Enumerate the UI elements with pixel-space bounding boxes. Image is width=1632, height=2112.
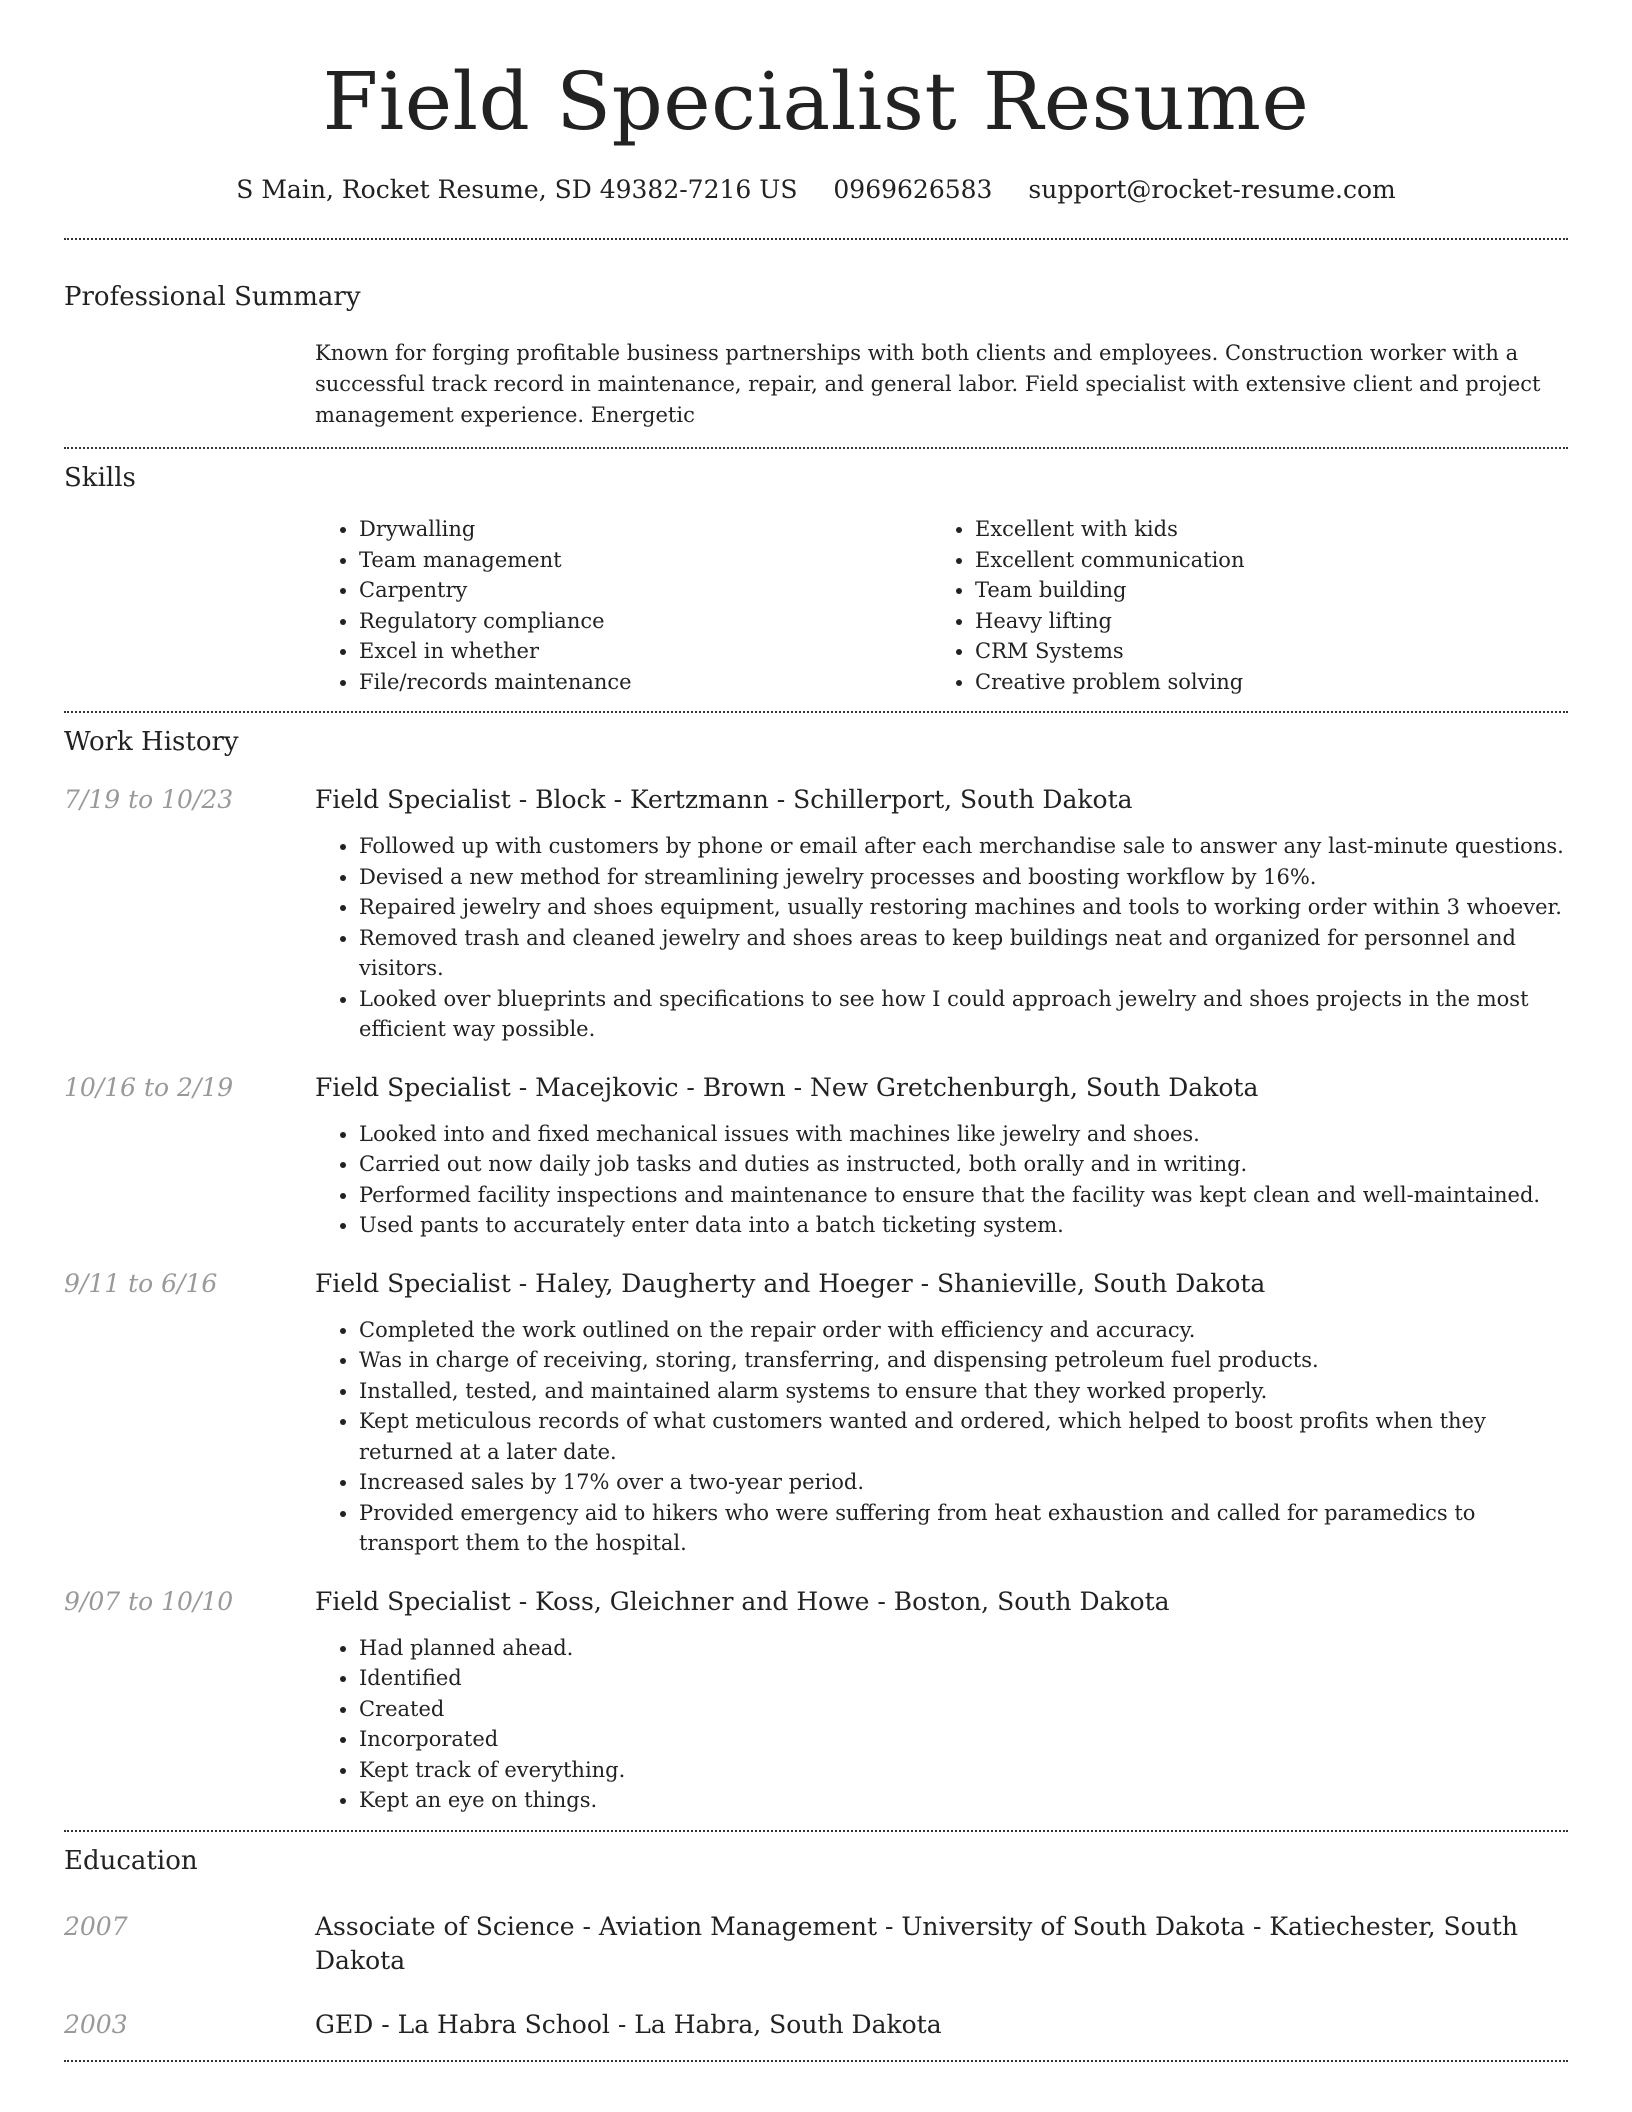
job-bullets — [315, 1633, 1568, 1816]
job-bullet: • Removed trash and cleaned jewelry and shoes areas to keep buildings neat and organized for personnel and visitors. — [359, 923, 1568, 984]
job-details — [315, 783, 1568, 1045]
job-entry — [64, 1585, 1568, 1816]
skills-list-left — [315, 514, 931, 697]
job-bullet: • Followed up with customers by phone or email after each merchandise sale to answer any last-minute questions. — [359, 831, 1568, 862]
job-entry — [64, 1267, 1568, 1559]
education-heading: Education — [64, 1845, 198, 1876]
job-dates: 9/11 to 6/16 — [64, 1268, 218, 1298]
skill-item: • Excellent communication — [975, 545, 1547, 576]
job-dates: 9/07 to 10/10 — [64, 1586, 234, 1616]
job-bullet: • Kept track of everything. — [359, 1755, 1568, 1786]
job-details — [315, 1585, 1568, 1816]
job-bullet: • Installed, tested, and maintained alarm systems to ensure that they worked properly. — [359, 1376, 1568, 1407]
work-history-heading: Work History — [64, 727, 239, 757]
job-bullet: • Identified — [359, 1663, 1568, 1694]
job-bullet: • Was in charge of receiving, storing, transferring, and dispensing petroleum fuel products. — [359, 1345, 1568, 1376]
skills-list-right — [931, 514, 1547, 697]
contact-phone: 0969626583 — [833, 175, 993, 204]
job-bullet: • Kept an eye on things. — [359, 1785, 1568, 1816]
job-bullet: • Performed facility inspections and maintenance to ensure that the facility was kept clean and well-maintained. — [359, 1180, 1568, 1211]
skill-item: • Drywalling — [359, 514, 931, 545]
job-details — [315, 1267, 1568, 1559]
job-bullets — [315, 1119, 1568, 1241]
job-dates: 10/16 to 2/19 — [64, 1072, 234, 1102]
job-dates: 7/19 to 10/23 — [64, 785, 234, 814]
skills-section — [64, 449, 1568, 711]
job-title: Field Specialist - Block - Kertzmann - Schillerport, South Dakota — [315, 785, 1133, 814]
job-bullet: • Kept meticulous records of what customers wanted and ordered, which helped to boost profits when they returned at a later date. — [359, 1406, 1568, 1467]
skill-item: • Team building — [975, 575, 1547, 606]
job-bullets — [315, 1315, 1568, 1559]
page-title: Field Specialist Resume — [322, 55, 1310, 148]
skill-item: • CRM Systems — [975, 636, 1547, 667]
skill-item: • Regulatory compliance — [359, 606, 931, 637]
education-year: 2003 — [64, 2009, 128, 2039]
work-history-section — [64, 713, 1568, 1830]
education-entry — [64, 2008, 1568, 2042]
skill-item: • File/records maintenance — [359, 667, 931, 698]
job-bullet: • Repaired jewelry and shoes equipment, usually restoring machines and tools to working order within 3 whoever. — [359, 892, 1568, 923]
job-entry — [64, 783, 1568, 1045]
job-bullet: • Looked into and fixed mechanical issues with machines like jewelry and shoes. — [359, 1119, 1568, 1150]
summary-text: Known for forging profitable business partnerships with both clients and employees. Construction worker with a successful track record in maintenance, repair, and general labor. Field specialist with extensive client and project management experience. Energetic — [315, 341, 1541, 427]
skill-item: • Excel in whether — [359, 636, 931, 667]
summary-heading: Professional Summary — [64, 282, 361, 312]
job-bullet: • Used pants to accurately enter data into a batch ticketing system. — [359, 1210, 1568, 1241]
job-bullet: • Created — [359, 1694, 1568, 1725]
skill-item: • Team management — [359, 545, 931, 576]
job-details — [315, 1071, 1568, 1241]
job-title: Field Specialist - Haley, Daugherty and Hoeger - Shanieville, South Dakota — [315, 1268, 1266, 1298]
job-bullet: • Provided emergency aid to hikers who were suffering from heat exhaustion and called for paramedics to transport them to the hospital. — [359, 1498, 1568, 1559]
education-entry — [64, 1910, 1568, 1978]
divider — [64, 2060, 1568, 2062]
job-bullets — [315, 831, 1568, 1045]
skill-item: • Carpentry — [359, 575, 931, 606]
job-title: Field Specialist - Koss, Gleichner and Howe - Boston, South Dakota — [315, 1586, 1170, 1616]
contact-address: S Main, Rocket Resume, SD 49382-7216 US — [236, 175, 798, 204]
contact-line — [64, 172, 1568, 208]
summary-section — [64, 240, 1568, 447]
job-bullet: • Had planned ahead. — [359, 1633, 1568, 1664]
job-entry — [64, 1071, 1568, 1241]
education-section — [64, 1832, 1568, 2060]
education-degree: Associate of Science - Aviation Management - University of South Dakota - Katiechester, South Dakota — [315, 1911, 1518, 1975]
job-title: Field Specialist - Macejkovic - Brown - New Gretchenburgh, South Dakota — [315, 1072, 1259, 1102]
education-year: 2007 — [64, 1911, 128, 1941]
job-bullet: • Completed the work outlined on the repair order with efficiency and accuracy. — [359, 1315, 1568, 1346]
job-bullet: • Incorporated — [359, 1724, 1568, 1755]
contact-email: support@rocket-resume.com — [1028, 175, 1396, 204]
job-bullet: • Increased sales by 17% over a two-year period. — [359, 1467, 1568, 1498]
job-bullet: • Carried out now daily job tasks and duties as instructed, both orally and in writing. — [359, 1149, 1568, 1180]
skill-item: • Heavy lifting — [975, 606, 1547, 637]
skill-item: • Excellent with kids — [975, 514, 1547, 545]
education-degree: GED - La Habra School - La Habra, South Dakota — [315, 2009, 942, 2039]
skill-item: • Creative problem solving — [975, 667, 1547, 698]
skills-grid — [315, 514, 1568, 697]
job-bullet: • Devised a new method for streamlining jewelry processes and boosting workflow by 16%. — [359, 862, 1568, 893]
job-bullet: • Looked over blueprints and specifications to see how I could approach jewelry and shoes projects in the most efficient way possible. — [359, 984, 1568, 1045]
skills-heading: Skills — [64, 463, 136, 493]
